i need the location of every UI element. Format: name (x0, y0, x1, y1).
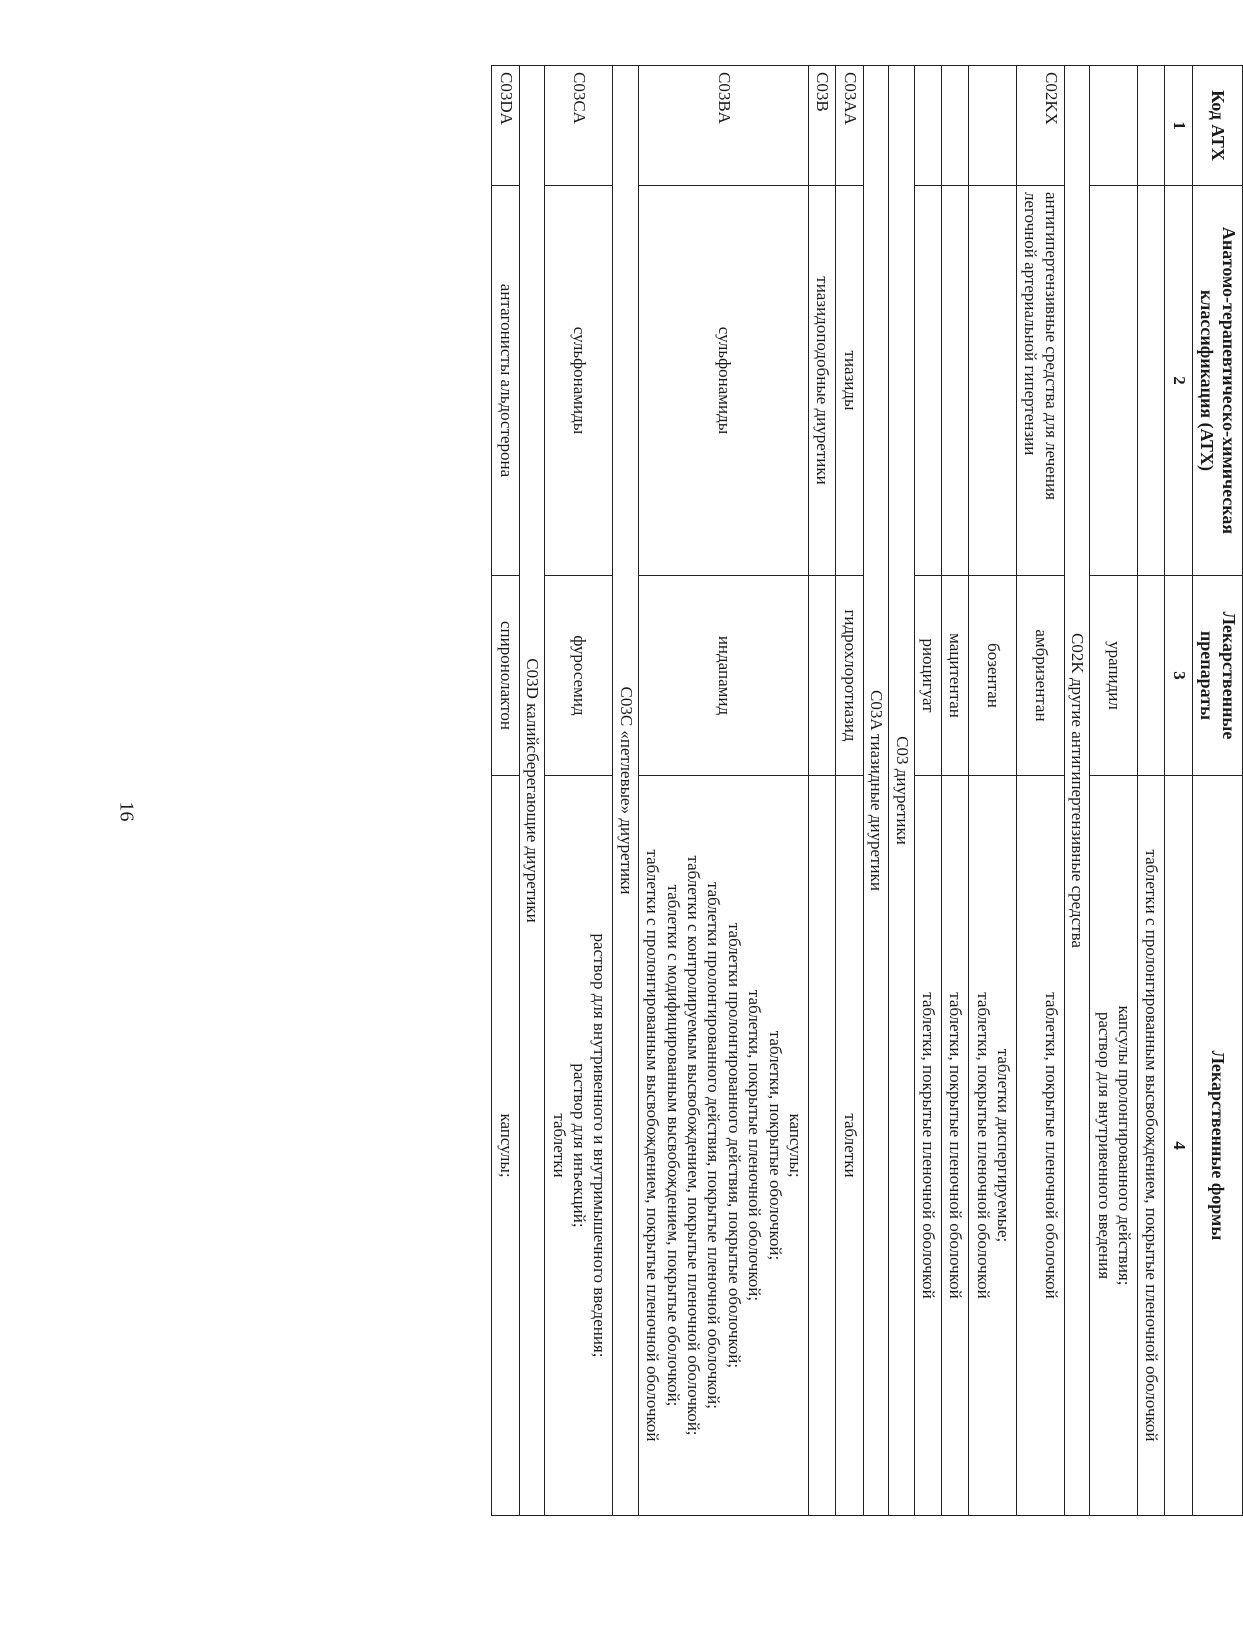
form-item: таблетки, покрытые пленочной оболочкой; (745, 989, 765, 1302)
form-item: таблетки (549, 1113, 569, 1178)
section-row (519, 66, 544, 1516)
code-cell (1090, 66, 1138, 186)
column-number: 1 (1165, 66, 1192, 186)
form-item: таблетки пролонгированного действия, покрытые оболочкой; (724, 922, 744, 1369)
section-row (889, 66, 914, 1516)
section-row (1064, 66, 1089, 1516)
code-cell (914, 66, 941, 186)
class-cell: тиазидоподобные диуретики (808, 186, 835, 576)
code-cell: C03BA (638, 66, 808, 186)
forms-cell (836, 776, 863, 1516)
forms-cell (1090, 776, 1138, 1516)
header-classification: Анатомо-терапевтическо-химическая классификация (АТХ) (1192, 186, 1242, 576)
class-cell: сульфонамиды (638, 186, 808, 576)
form-item: раствор для инъекций; (570, 1063, 590, 1228)
page-number: 16 (115, 801, 138, 822)
drug-cell: фуросемид (545, 576, 613, 776)
section-heading: C03 диуретики (889, 66, 914, 1516)
table-row (638, 66, 808, 1516)
code-cell: C03AA (836, 66, 863, 186)
form-item: таблетки, покрытые пленочной оболочкой (946, 992, 966, 1299)
code-cell: C03B (808, 66, 835, 186)
section-heading: C03C «петлевые» диуретики (613, 66, 638, 1516)
form-item: таблетки с пролонгированным высвобождением, покрытые пленочной оболочкой (1142, 849, 1162, 1442)
table-row (836, 66, 863, 1516)
drug-cell: риоцигуат (914, 576, 941, 776)
forms-cell (808, 776, 835, 1516)
forms-cell (1138, 776, 1165, 1516)
forms-cell (1017, 776, 1065, 1516)
header-forms: Лекарственные формы (1192, 776, 1242, 1516)
drug-cell: амбризентан (1017, 576, 1065, 776)
header-row (1192, 66, 1242, 1516)
section-row (613, 66, 638, 1516)
code-cell (941, 66, 968, 186)
table-row (808, 66, 835, 1516)
section-heading: C02K другие антигипертензивные средства (1064, 66, 1089, 1516)
drug-cell: урапидил (1090, 576, 1138, 776)
drug-cell: спиронолактон (492, 576, 519, 776)
table-row (969, 66, 1017, 1516)
column-number: 3 (1165, 576, 1192, 776)
class-cell (1090, 186, 1138, 576)
form-item: капсулы; (496, 1113, 516, 1178)
table-row (941, 66, 968, 1516)
class-cell (914, 186, 941, 576)
form-item: таблетки, покрытые пленочной оболочкой (918, 992, 938, 1299)
table-row (1090, 66, 1138, 1516)
drug-cell: гидрохлоротиазид (836, 576, 863, 776)
forms-cell (545, 776, 613, 1516)
column-number-row (1165, 66, 1192, 1516)
section-row (863, 66, 888, 1516)
code-cell: C03CA (545, 66, 613, 186)
header-code: Код АТХ (1192, 66, 1242, 186)
forms-cell (638, 776, 808, 1516)
forms-cell (914, 776, 941, 1516)
form-item: таблетки, покрытые оболочкой; (765, 1030, 785, 1261)
class-cell: антагонисты альдостерона (492, 186, 519, 576)
drug-cell: мацитентан (941, 576, 968, 776)
form-item: таблетки с контролируемым высвобождением, покрытые пленочной оболочкой; (684, 855, 703, 1436)
class-cell (941, 186, 968, 576)
section-heading: C03A тиазидные диуретики (863, 66, 888, 1516)
class-cell (1138, 186, 1165, 576)
class-cell (969, 186, 1017, 576)
forms-cell (941, 776, 968, 1516)
forms-cell (969, 776, 1017, 1516)
code-cell: C02KX (1017, 66, 1065, 186)
table-row (1138, 66, 1165, 1516)
drug-cell: бозентан (969, 576, 1017, 776)
form-item: раствор для внутривенного и внутримышечного введения; (590, 933, 610, 1358)
form-item: таблетки диспергируемые; (994, 1048, 1014, 1243)
rotated-table-wrapper (491, 65, 1243, 1515)
form-item: капсулы пролонгированного действия; (1115, 1005, 1135, 1286)
drug-cell (1138, 576, 1165, 776)
code-cell (969, 66, 1017, 186)
form-item: таблетки с модифицированным высвобождением, покрытые оболочкой; (663, 884, 683, 1407)
form-item: таблетки (840, 1113, 860, 1178)
table-row (914, 66, 941, 1516)
form-item: таблетки с пролонгированным высвобождением, покрытые пленочной оболочкой (643, 849, 663, 1442)
atc-table (491, 65, 1243, 1516)
column-number: 2 (1165, 186, 1192, 576)
form-item: таблетки пролонгированного действия, покрытые пленочной оболочкой; (704, 882, 724, 1409)
class-cell: тиазиды (836, 186, 863, 576)
header-preparations: Лекарственные препараты (1192, 576, 1242, 776)
class-cell: антигипертензивные средства для лечения легочной артериальной гипертензии (1017, 186, 1065, 576)
column-number: 4 (1165, 776, 1192, 1516)
form-item: таблетки, покрытые пленочной оболочкой (1041, 992, 1061, 1299)
drug-cell (808, 576, 835, 776)
code-cell: C03DA (492, 66, 519, 186)
code-cell (1138, 66, 1165, 186)
drug-cell: индапамид (638, 576, 808, 776)
section-heading: C03D калийсберегающие диуретики (519, 66, 544, 1516)
form-item: раствор для внутривенного введения (1094, 1011, 1114, 1280)
form-item: капсулы; (785, 1113, 805, 1178)
table-row (1017, 66, 1065, 1516)
forms-cell (492, 776, 519, 1516)
class-cell: сульфонамиды (545, 186, 613, 576)
form-item: таблетки, покрытые пленочной оболочкой (973, 992, 993, 1299)
table-row (545, 66, 613, 1516)
table-row (492, 66, 519, 1516)
